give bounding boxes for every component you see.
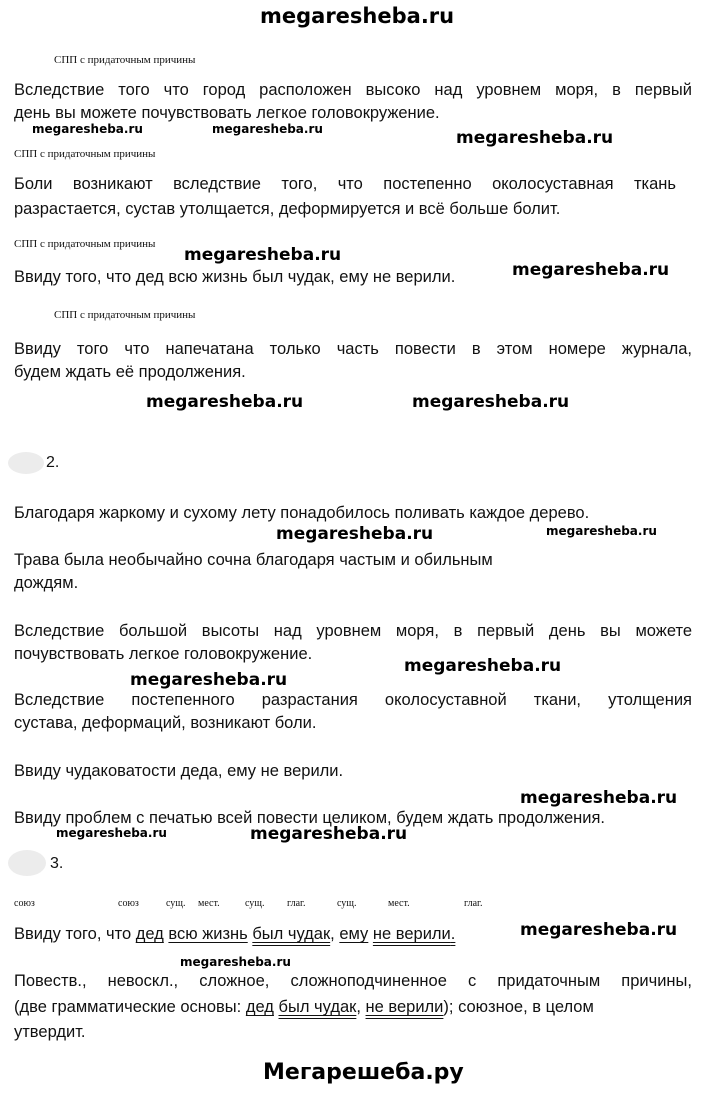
s2-6: Ввиду проблем с печатью всей повести целиком, будем ждать продолжения. bbox=[14, 809, 606, 827]
s2-5: Ввиду чудаковатости деда, ему не верили. bbox=[14, 762, 344, 780]
s2-2-line2: дождям. bbox=[14, 574, 79, 592]
s1-3-line1: Ввиду того, что дед всю жизнь был чудак, ему не верили. bbox=[14, 268, 456, 286]
s1-4-line1: Ввиду того что напечатана только часть повести в этом номере журнала, bbox=[14, 340, 692, 358]
section-3-number: 3. bbox=[50, 855, 64, 872]
watermark: megaresheba.ru bbox=[146, 392, 304, 412]
pos-label: сущ. bbox=[166, 898, 186, 909]
s1-1-line1: Вследствие того что город расположен высоко над уровнем моря, в первый bbox=[14, 81, 692, 99]
s2-2-line1: Трава была необычайно сочна благодаря частым и обильным bbox=[14, 551, 493, 569]
caption-3: СПП с придаточным причины bbox=[14, 238, 156, 250]
watermark: megaresheba.ru bbox=[130, 670, 288, 690]
sentence-part: , bbox=[330, 925, 340, 943]
pos-label: мест. bbox=[388, 898, 410, 909]
parsed-sentence bbox=[14, 923, 455, 945]
pos-label: мест. bbox=[198, 898, 220, 909]
subject-ded: дед bbox=[135, 925, 164, 943]
s2-3-line2: почувствовать легкое головокружение. bbox=[14, 645, 313, 663]
watermark: megaresheba.ru bbox=[32, 122, 143, 136]
watermark: megaresheba.ru bbox=[546, 524, 657, 538]
s2-1: Благодаря жаркому и сухому лету понадобилось поливать каждое дерево. bbox=[14, 504, 590, 522]
caption-2: СПП с придаточным причины bbox=[14, 148, 156, 160]
s1-4-line2: будем ждать её продолжения. bbox=[14, 363, 246, 381]
watermark: megaresheba.ru bbox=[456, 128, 614, 148]
caption-1: СПП с придаточным причины bbox=[54, 54, 196, 66]
pos-label: союз bbox=[118, 898, 139, 909]
watermark: megaresheba.ru bbox=[520, 788, 678, 808]
caption-4: СПП с придаточным причины bbox=[54, 309, 196, 321]
s2-4-line2: сустава, деформаций, возникают боли. bbox=[14, 714, 317, 732]
watermark: megaresheba.ru bbox=[250, 824, 408, 844]
analysis-part: , bbox=[356, 998, 366, 1016]
s2-4-line1: Вследствие постепенного разрастания околосуставной ткани, утолщения bbox=[14, 691, 692, 709]
subject-ded: дед bbox=[245, 998, 274, 1016]
s1-2-line1: Боли возникают вследствие того, что постепенно околосуставная ткань bbox=[14, 175, 676, 193]
analysis-line1: Повеств., невоскл., сложное, сложноподчиненное с придаточным причины, bbox=[14, 972, 692, 990]
sentence-end: . bbox=[450, 925, 456, 943]
watermark: megaresheba.ru bbox=[184, 245, 342, 265]
watermark: megaresheba.ru bbox=[212, 122, 323, 136]
watermark: megaresheba.ru bbox=[512, 260, 670, 280]
analysis-line3: утвердит. bbox=[14, 1023, 86, 1041]
watermark: megaresheba.ru bbox=[520, 920, 678, 940]
watermark: megaresheba.ru bbox=[56, 826, 167, 840]
predicate-byl-chudak: был чудак bbox=[278, 998, 357, 1016]
pos-label: глаг. bbox=[464, 898, 483, 909]
scan-blot bbox=[8, 850, 46, 876]
pos-label: сущ. bbox=[245, 898, 265, 909]
predicate-ne-verili: не верили bbox=[372, 925, 451, 943]
pos-label: сущ. bbox=[337, 898, 357, 909]
analysis-line2 bbox=[14, 996, 594, 1018]
predicate-byl-chudak: был чудак bbox=[252, 925, 331, 943]
watermark: megaresheba.ru bbox=[412, 392, 570, 412]
pos-label: союз bbox=[14, 898, 35, 909]
s1-2-line2: разрастается, сустав утолщается, деформируется и всё больше болит. bbox=[14, 200, 561, 218]
watermark: megaresheba.ru bbox=[276, 524, 434, 544]
watermark: megaresheba.ru bbox=[180, 955, 291, 969]
header-watermark: megaresheba.ru bbox=[260, 4, 455, 28]
section-2-number: 2. bbox=[46, 454, 60, 471]
predicate-ne-verili: не верили bbox=[365, 998, 444, 1016]
analysis-part: ); союзное, в целом bbox=[443, 998, 594, 1016]
object-emu: ему bbox=[339, 925, 369, 943]
s1-1-line2: день вы можете почувствовать легкое головокружение. bbox=[14, 104, 440, 122]
pos-label: глаг. bbox=[287, 898, 306, 909]
sentence-part: Ввиду того, что bbox=[14, 925, 136, 943]
s2-3-line1: Вследствие большой высоты над уровнем моря, в первый день вы можете bbox=[14, 622, 692, 640]
footer-watermark: Мегарешеба.ру bbox=[263, 1060, 464, 1085]
scan-blot bbox=[8, 452, 44, 474]
analysis-part: (две грамматические основы: bbox=[14, 998, 246, 1016]
watermark: megaresheba.ru bbox=[404, 656, 562, 676]
modifier-vsyu-zhizn: всю жизнь bbox=[168, 925, 248, 943]
